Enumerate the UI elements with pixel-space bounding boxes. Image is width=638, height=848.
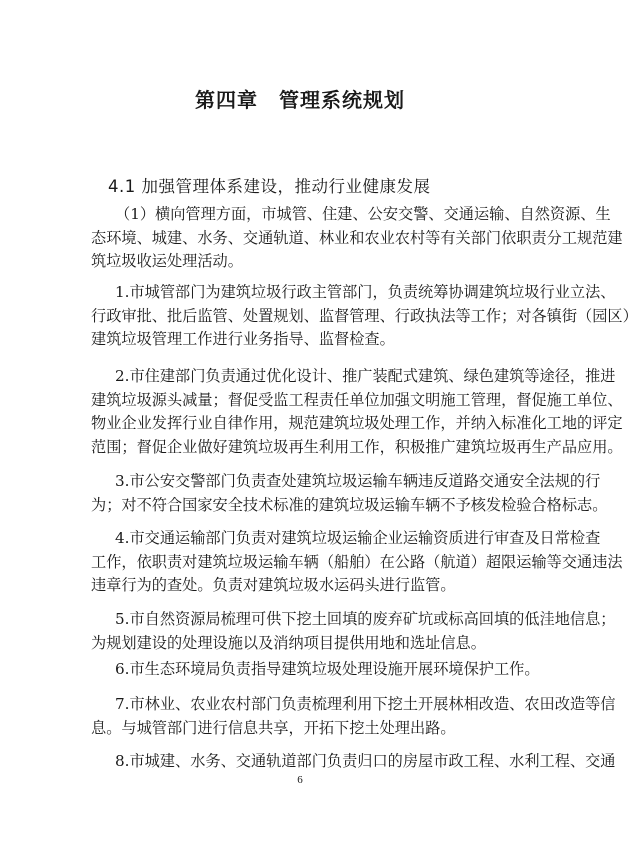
paragraph <box>91 281 638 352</box>
page-number: 6 <box>297 774 303 786</box>
paragraph <box>91 470 608 517</box>
paragraph-line: 为规划建设的处理设施以及消纳项目提供用地和选址信息。 <box>91 633 486 652</box>
paragraph-line: 3.市公安交警部门负责查处建筑垃圾运输车辆违反道路交通安全法规的行 <box>115 472 601 490</box>
paragraph-line: 8.市城建、水务、交通轨道部门负责归口的房屋市政工程、水利工程、交通 <box>115 752 616 770</box>
paragraph <box>91 750 616 774</box>
paragraph-line: 2.市住建部门负责通过优化设计、推广装配式建筑、绿色建筑等途径，推进 <box>115 367 616 385</box>
paragraph <box>91 527 623 598</box>
paragraph-line: 工作，依职责对建筑垃圾运输车辆（船舶）在公路（航道）超限运输等交通违法 <box>91 552 623 571</box>
paragraph-line: 建筑垃圾管理工作进行业务指导、监督检查。 <box>91 330 395 348</box>
section-heading: 4.1 加强管理体系建设，推动行业健康发展 <box>108 177 431 196</box>
paragraph-line: 态环境、城建、水务、交通轨道、林业和农业农村等有关部门依职责分工规范建 <box>91 228 623 247</box>
paragraph-line: 筑垃圾收运处理活动。 <box>91 252 243 270</box>
chapter-title: 第四章 管理系统规划 <box>195 88 405 112</box>
paragraph <box>91 203 623 274</box>
paragraph-line: 7.市林业、农业农村部门负责梳理利用下挖土开展林相改造、农田改造等信 <box>115 695 616 713</box>
paragraph-line: 建筑垃圾源头减量；督促受监工程责任单位加强文明施工管理，督促施工单位、 <box>91 390 623 409</box>
paragraph-line: 违章行为的查处。负责对建筑垃圾水运码头进行监管。 <box>91 576 456 594</box>
paragraph <box>91 608 616 655</box>
paragraph-line: 6.市生态环境局负责指导建筑垃圾处理设施开展环境保护工作。 <box>115 660 540 678</box>
paragraph-line: 行政审批、批后监管、处置规划、监督管理、行政执法等工作；对各镇街（园区） <box>91 306 638 325</box>
paragraph-line: 5.市自然资源局梳理可供下挖土回填的废弃矿坑或标高回填的低洼地信息； <box>115 610 616 628</box>
paragraph <box>91 658 540 682</box>
paragraph-line: 物业企业发挥行业自律作用，规范建筑垃圾处理工作，并纳入标准化工地的评定 <box>91 414 623 432</box>
paragraph-line: 4.市交通运输部门负责对建筑垃圾运输企业运输资质进行审查及日常检查 <box>115 529 601 547</box>
paragraph-line: （1）横向管理方面，市城管、住建、公安交警、交通运输、自然资源、生 <box>115 205 611 223</box>
paragraph <box>91 365 623 459</box>
paragraph-line: 息。与城管部门进行信息共享，开拓下挖土处理出路。 <box>91 718 456 737</box>
paragraph-line: 1.市城管部门为建筑垃圾行政主管部门，负责统筹协调建筑垃圾行业立法、 <box>115 283 616 301</box>
paragraph-line: 范围；督促企业做好建筑垃圾再生利用工作，积极推广建筑垃圾再生产品应用。 <box>91 437 623 456</box>
paragraph <box>91 693 616 740</box>
paragraph-line: 为；对不符合国家安全技术标准的建筑垃圾运输车辆不予核发检验合格标志。 <box>91 495 608 514</box>
